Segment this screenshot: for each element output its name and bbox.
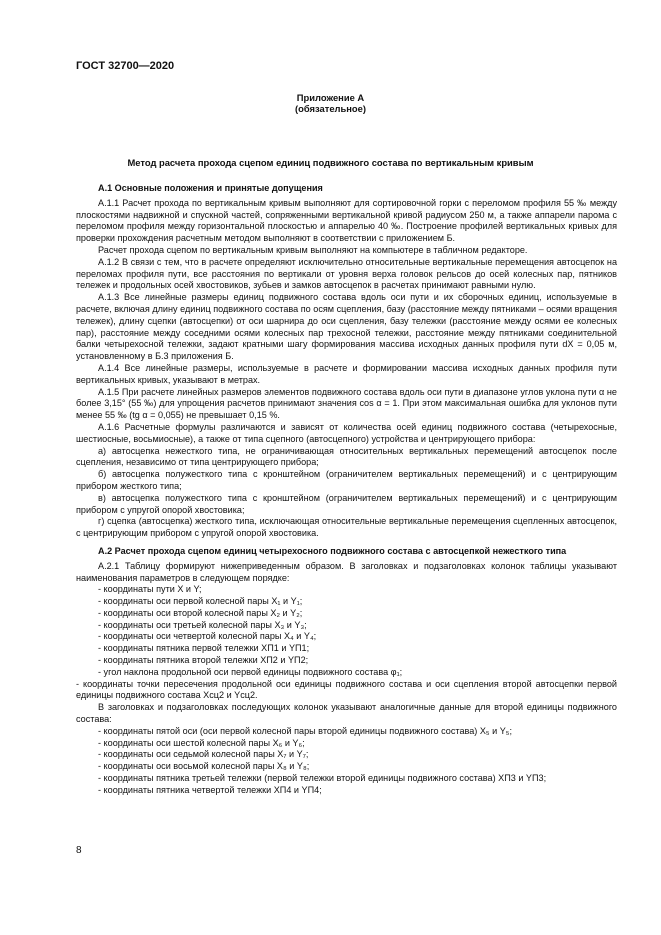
paragraph: А.1.4 Все линейные размеры, используемые в расчете и формировании массива исходных данных профиля пути вертикальных кривых, указывают в метрах. [76, 362, 617, 385]
paragraph: г) сцепка (автосцепка) жесткого типа, исключающая относительные вертикальные перемещения сцепленных автосцепок, с центрирующим прибором с упругой опорой хвостовика. [76, 516, 617, 539]
section-heading: А.1 Основные положения и принятые допущения [98, 183, 323, 193]
paragraph: А.1.3 Все линейные размеры единиц подвижного состава вдоль оси пути и их сборочных единиц, используемые в расчете, включая длину единиц подвижного состава по осям сцепления, базу (расстояние между пятниками – осями вращения тележек), длину сцепки (автосцепки) от оси шарнира до оси сцепления, базу тележки (расстояние между осями ее колесных пар), расстояние между соседними осями колесных пар трехосной тележки, расстояние между пятниками соединительной балки четырехосной тележки, задают кратными шагу формирования массива исходных данных профиля пути dX = 0,05 м, установленному в Б.3 приложения Б. [76, 292, 617, 362]
list-item: - угол наклона продольной оси первой единицы подвижного состава φ₁; [98, 666, 403, 677]
list-item: - координаты оси третьей колесной пары X₃ и Y₃; [98, 619, 307, 630]
paragraph: А.1.5 При расчете линейных размеров элементов подвижного состава вдоль оси пути в диапазоне углов уклона пути α не более 3,15° (55 ‰) для упрощения расчетов принимают значения cos α = 1. При этом максимальная ошибка для уклонов пути менее 55 ‰ (tg α = 0,055) не превышает 0,15 %. [76, 386, 617, 421]
paragraph: Расчет прохода сцепом по вертикальным кривым выполняют на компьютере в табличном редакторе. [98, 244, 528, 255]
paragraph: б) автосцепка полужесткого типа с кронштейном (ограничителем вертикальных перемещений) и с центрирующим прибором жесткого типа; [76, 469, 617, 491]
list-item: - координаты пятника второй тележки XП2 и YП2; [98, 655, 309, 666]
paragraph: А.1.2 В связи с тем, что в расчете определяют исключительно относительные вертикальные перемещения автосцепок на переломах профиля пути, все расстояния по вертикали от уровня верха головок рельсов до осей колесных пар, пятников тележек и продольных осей хвостовиков, зубьев и замков автосцепок в расчетах принимают равными нулю. [76, 256, 617, 291]
annex-title: Приложение А [296, 92, 365, 103]
document-title: Метод расчета прохода сцепом единиц подвижного состава по вертикальным кривым [127, 157, 534, 168]
document-body [76, 183, 617, 797]
paragraph: - координаты точки пересечения продольной оси единицы подвижного состава и оси сцепления второй автосцепки первой единицы подвижного состава Xсц2 и Yсц2. [76, 678, 617, 701]
list-item: - координаты пятой оси (оси первой колесной пары второй единицы подвижного состава) X₅ и Y₅; [98, 725, 512, 736]
paragraph: А.2.1 Таблицу формируют нижеприведенным образом. В заголовках и подзаголовках колонок таблицы указывают наименования параметров в следующем порядке: [76, 560, 617, 583]
annex-status: (обязательное) [295, 103, 366, 114]
list-item: - координаты оси седьмой колесной пары X₇ и Y₇; [98, 749, 309, 760]
list-item: - координаты оси восьмой колесной пары X₈ и Y₈; [98, 761, 310, 772]
list-item: - координаты пятника первой тележки XП1 и YП1; [98, 643, 310, 654]
list-item: - координаты оси первой колесной пары X₁ и Y₁; [98, 596, 303, 607]
paragraph: в) автосцепка полужесткого типа с кронштейном (ограничителем вертикальных перемещений) и с центрирующим прибором с упругой опорой хвостовика; [76, 492, 617, 515]
list-item: - координаты пятника четвертой тележки XП4 и YП4; [98, 784, 322, 795]
section-heading: А.2 Расчет прохода сцепом единиц четырехосного подвижного состава с автосцепкой нежесткого типа [98, 545, 567, 556]
paragraph: А.1.6 Расчетные формулы различаются и зависят от количества осей единиц подвижного состава (четырехосные, шестиосные, восьмиосные), а также от типа сцепного (автосцепного) устройства и центрирующего прибора: [76, 421, 617, 444]
list-item: - координаты оси четвертой колесной пары X₄ и Y₄; [98, 631, 317, 642]
document-header: ГОСТ 32700—2020 [76, 60, 175, 72]
paragraph: А.1.1 Расчет прохода по вертикальным кривым выполняют для сортировочной горки с переломом профиля 55 ‰ между плоскостями надвижной и спускной частей, сопряженными вертикальной кривой радиусом 250 м, а также аппарели парома с переломом профиля между горизонтальной плоскостью и аппарелью 40 ‰. Построение профилей вертикальных кривых для проверки прохождения расчетным методом выполняют в соответствии с приложением Б. [76, 197, 617, 244]
paragraph: В заголовках и подзаголовках последующих колонок указывают аналогичные данные для второй единицы подвижного состава: [76, 702, 617, 725]
paragraph: а) автосцепка нежесткого типа, не ограничивающая относительных вертикальных перемещений автосцепок после сцепления, независимо от типа центрирующего прибора; [76, 445, 617, 468]
list-item: - координаты оси шестой колесной пары X₆ и Y₆; [98, 737, 305, 748]
list-item: - координаты оси второй колесной пары X₂ и Y₂; [98, 607, 303, 618]
list-item: - координаты пятника третьей тележки (первой тележки второй единицы подвижного состава) XП3 и YП3; [98, 773, 547, 784]
list-item: - координаты пути X и Y; [98, 584, 202, 595]
page-number: 8 [76, 845, 82, 856]
